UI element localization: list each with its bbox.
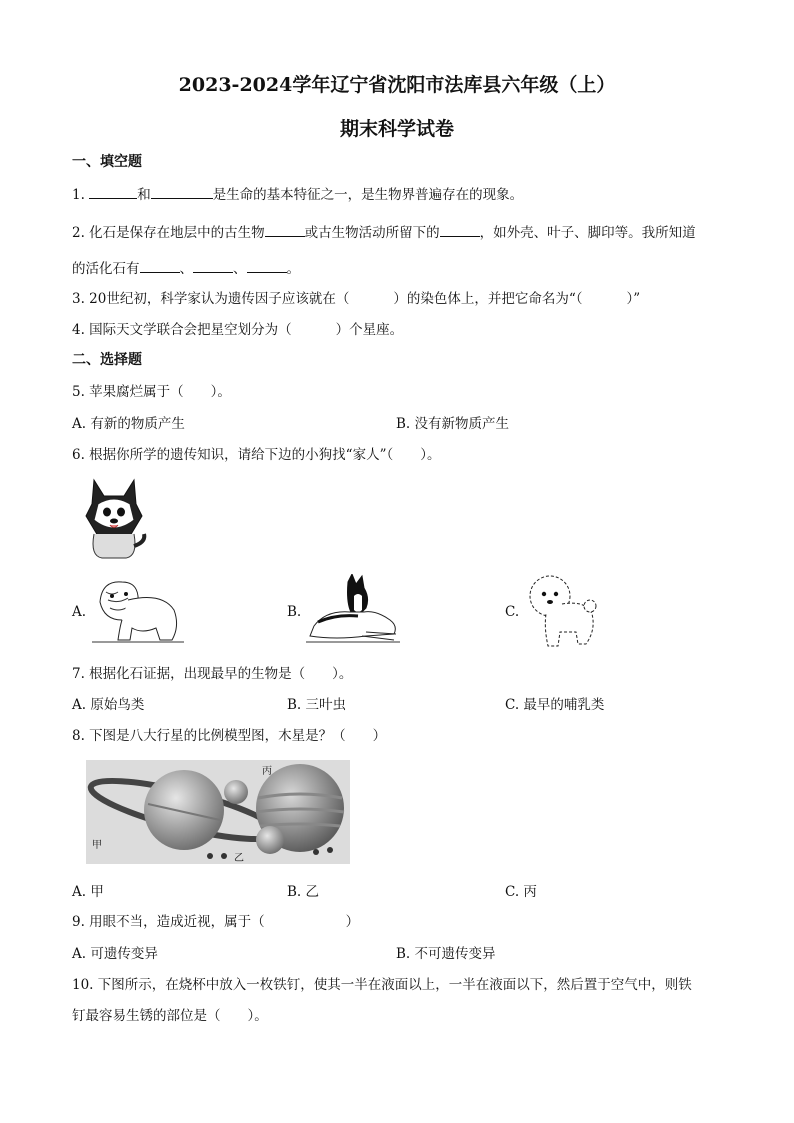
section-heading-fill-blank: 一、填空题 xyxy=(72,154,142,170)
bulldog-image xyxy=(92,574,184,646)
q2-end: 。 xyxy=(286,261,300,277)
question-2 xyxy=(72,221,696,241)
q2-text: 2. 化石是保存在地层中的古生物 xyxy=(72,225,265,241)
answer-blank[interactable] xyxy=(140,258,180,273)
q9-option-a[interactable]: A. 可遗传变异 xyxy=(72,946,158,962)
question-6: 6. 根据你所学的遗传知识，请给下边的小狗找“家人”（ ）。 xyxy=(72,447,441,463)
q1-text: 和 xyxy=(137,187,151,203)
answer-blank[interactable] xyxy=(265,222,305,237)
question-10-line2: 钉最容易生锈的部位是（ ）。 xyxy=(72,1008,268,1024)
q4-text: 4. 国际天文学联合会把星空划分为（ xyxy=(72,322,292,338)
label-yi: 乙 xyxy=(234,853,244,864)
separator: 、 xyxy=(233,261,247,277)
page-title: 2023-2024学年辽宁省沈阳市法库县六年级（上） xyxy=(178,74,616,96)
q5-option-a[interactable]: A. 有新的物质产生 xyxy=(72,416,185,432)
answer-blank[interactable] xyxy=(193,258,233,273)
label-bing: 丙 xyxy=(262,766,272,777)
q1-text: 是生命的基本特征之一，是生物界普遍存在的现象。 xyxy=(212,187,524,203)
answer-blank[interactable] xyxy=(440,222,480,237)
q8-option-a[interactable]: A. 甲 xyxy=(72,884,104,900)
q5-option-b[interactable]: B. 没有新物质产生 xyxy=(396,416,510,432)
poodle-image xyxy=(524,574,600,650)
husky-adult-image xyxy=(306,574,400,646)
q2-text: ，如外壳、叶子、脚印等。我所知道 xyxy=(479,225,696,241)
q4-text: ）个星座。 xyxy=(335,322,404,338)
label-jia: 甲 xyxy=(92,840,102,851)
q1-number: 1. xyxy=(72,187,85,203)
answer-blank[interactable] xyxy=(151,184,213,199)
q8-option-b[interactable]: B. 乙 xyxy=(287,884,320,900)
q9-option-b[interactable]: B. 不可遗传变异 xyxy=(396,946,496,962)
question-1 xyxy=(72,183,523,203)
question-3 xyxy=(72,287,640,307)
q7-option-a[interactable]: A. 原始鸟类 xyxy=(72,697,145,713)
question-10: 10. 下图所示，在烧杯中放入一枚铁钉，使其一半在液面以上，一半在液面以下，然后置于空气中，则铁 xyxy=(72,977,692,993)
q2-text: 或古生物活动所留下的 xyxy=(304,225,440,241)
question-5: 5. 苹果腐烂属于（ ）。 xyxy=(72,384,231,400)
husky-puppy-image xyxy=(80,474,148,560)
question-9: 9. 用眼不当，造成近视，属于（ ） xyxy=(72,914,360,930)
q6-option-c[interactable]: C. xyxy=(505,604,520,620)
q6-option-a[interactable]: A. xyxy=(72,604,87,620)
q7-option-b[interactable]: B. 三叶虫 xyxy=(287,697,347,713)
section-heading-choice: 二、选择题 xyxy=(72,352,142,368)
question-8: 8. 下图是八大行星的比例模型图，木星是？（ ） xyxy=(72,728,387,744)
separator: 、 xyxy=(179,261,193,277)
planet-model-image xyxy=(86,760,350,864)
question-7: 7. 根据化石证据，出现最早的生物是（ ）。 xyxy=(72,666,353,682)
page-subtitle: 期末科学试卷 xyxy=(339,118,454,140)
question-2-line2 xyxy=(72,257,300,277)
q3-text: ）” xyxy=(626,291,641,307)
q6-option-b[interactable]: B. xyxy=(287,604,302,620)
q3-text: ）的染色体上，并把它命名为“（ xyxy=(393,291,583,307)
answer-blank[interactable] xyxy=(89,184,137,199)
q2-text: 的活化石有 xyxy=(72,261,140,277)
q7-option-c[interactable]: C. 最早的哺乳类 xyxy=(505,697,605,713)
answer-blank[interactable] xyxy=(247,258,287,273)
q8-option-c[interactable]: C. 丙 xyxy=(505,884,537,900)
question-4 xyxy=(72,318,403,338)
q3-text: 3. 20世纪初，科学家认为遗传因子应该就在（ xyxy=(72,291,350,307)
